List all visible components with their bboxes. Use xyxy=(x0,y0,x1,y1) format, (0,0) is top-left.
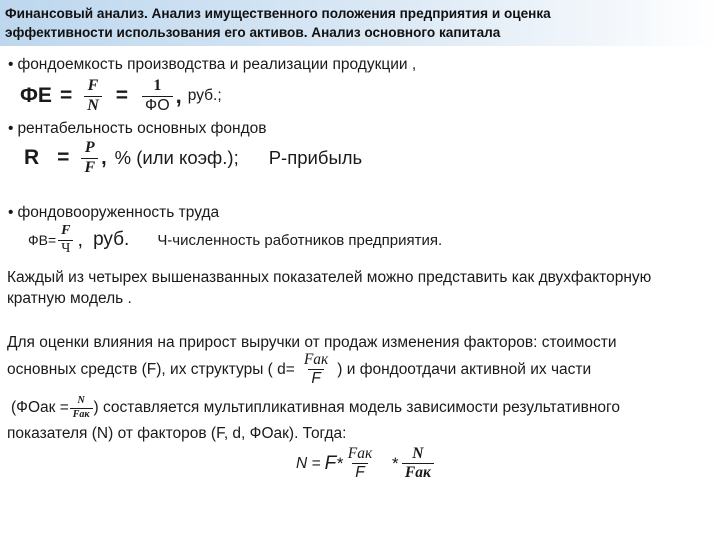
formula-fe-fraction-1 xyxy=(84,78,102,115)
bullet-fondoemkost xyxy=(8,56,416,74)
final-formula-star-2: * xyxy=(391,453,398,473)
formula-fe-fraction-2 xyxy=(142,78,173,115)
formula-fv-fraction xyxy=(58,224,73,256)
paragraph-1-line-2: кратную модель . xyxy=(7,290,132,307)
fraction-numerator: 1 xyxy=(153,77,162,94)
formula-fv-comma: , xyxy=(77,228,84,251)
fraction-numerator: Fак xyxy=(347,445,373,462)
fraction-numerator: Fак xyxy=(303,351,329,368)
bullet-rentabelnost xyxy=(8,120,267,138)
fraction-denominator: Ч xyxy=(58,240,73,257)
final-formula-star-1: * xyxy=(336,453,343,473)
fraction-numerator: F xyxy=(87,77,99,94)
line-text-pre: основных средств (F), их структуры ( d= xyxy=(7,360,295,378)
final-formula-fraction-2 xyxy=(402,446,434,482)
fo-ak-fraction xyxy=(70,396,93,420)
fraction-denominator: N xyxy=(84,96,102,115)
formula-fv-note: Ч-численность работников предприятия. xyxy=(157,231,443,249)
fraction-denominator: F xyxy=(81,158,98,177)
paragraph-2-line-3 xyxy=(11,396,620,420)
paragraph-2-line-2 xyxy=(7,352,591,388)
fraction-numerator: F xyxy=(61,223,71,238)
bullet-text: фондовооруженность труда xyxy=(17,204,220,221)
paragraph-2-line-1: Для оценки влияния на прирост выручки от продаж изменения факторов: стоимости xyxy=(7,334,617,351)
formula-fe-comma: , xyxy=(175,83,182,109)
paragraph-1-line-1: Каждый из четырех вышеназванных показателей можно представить как двухфакторную xyxy=(7,269,652,286)
bullet-dot-icon: • xyxy=(8,56,14,73)
formula-r xyxy=(24,140,362,177)
formula-r-eq: = xyxy=(57,146,70,170)
formula-fv-unit: руб. xyxy=(93,229,130,251)
structure-d-fraction xyxy=(301,352,331,388)
title-line-1: Финансовый анализ. Анализ имущественного положения предприятия и оценка xyxy=(5,6,551,21)
formula-fv xyxy=(28,224,442,256)
formula-fe-lhs: ФЕ xyxy=(20,84,52,108)
line-text-post: ) составляется мультипликативная модель зависимости результативного xyxy=(93,399,620,416)
final-formula-fraction-1 xyxy=(345,446,375,482)
line-text-post: ) и фондоотдачи активной их части xyxy=(337,360,592,378)
bullet-text: рентабельность основных фондов xyxy=(17,120,267,137)
title-bar xyxy=(0,0,720,46)
fraction-numerator: N xyxy=(77,395,85,406)
title-line-2: эффективности использования его активов. Анализ основного капитала xyxy=(5,25,501,40)
formula-r-comma: , xyxy=(101,146,107,169)
formula-r-unit: % (или коэф.); xyxy=(114,147,239,169)
fraction-numerator: N xyxy=(412,445,424,462)
formula-fv-lhs: ФВ= xyxy=(28,232,57,249)
formula-r-lhs: R xyxy=(24,146,40,170)
final-formula-lhs: N = xyxy=(296,454,321,472)
paragraph-2-line-4: показателя (N) от факторов (F, d, ФОак). Тогда: xyxy=(7,425,347,442)
line-text-pre: (ФОак = xyxy=(11,399,69,416)
formula-fe xyxy=(20,78,222,115)
formula-fe-eq2: = xyxy=(115,84,129,108)
bullet-dot-icon: • xyxy=(8,204,14,221)
final-formula-f: F xyxy=(324,452,337,474)
bullet-dot-icon: • xyxy=(8,120,14,137)
fraction-denominator: ФО xyxy=(142,96,173,115)
formula-r-fraction xyxy=(81,140,98,177)
bullet-fondovooruzhennost xyxy=(8,204,219,222)
final-formula xyxy=(296,446,436,482)
formula-r-note: Р-прибыль xyxy=(268,147,363,169)
fraction-denominator: Fак xyxy=(70,408,93,421)
fraction-denominator: F xyxy=(308,369,323,387)
bullet-text: фондоемкость производства и реализации продукции , xyxy=(17,56,417,73)
fraction-denominator: Fак xyxy=(402,463,434,481)
formula-fe-unit: руб.; xyxy=(187,87,222,105)
formula-fe-eq1: = xyxy=(59,84,73,108)
fraction-numerator: P xyxy=(84,139,95,156)
fraction-denominator: F xyxy=(352,463,367,481)
